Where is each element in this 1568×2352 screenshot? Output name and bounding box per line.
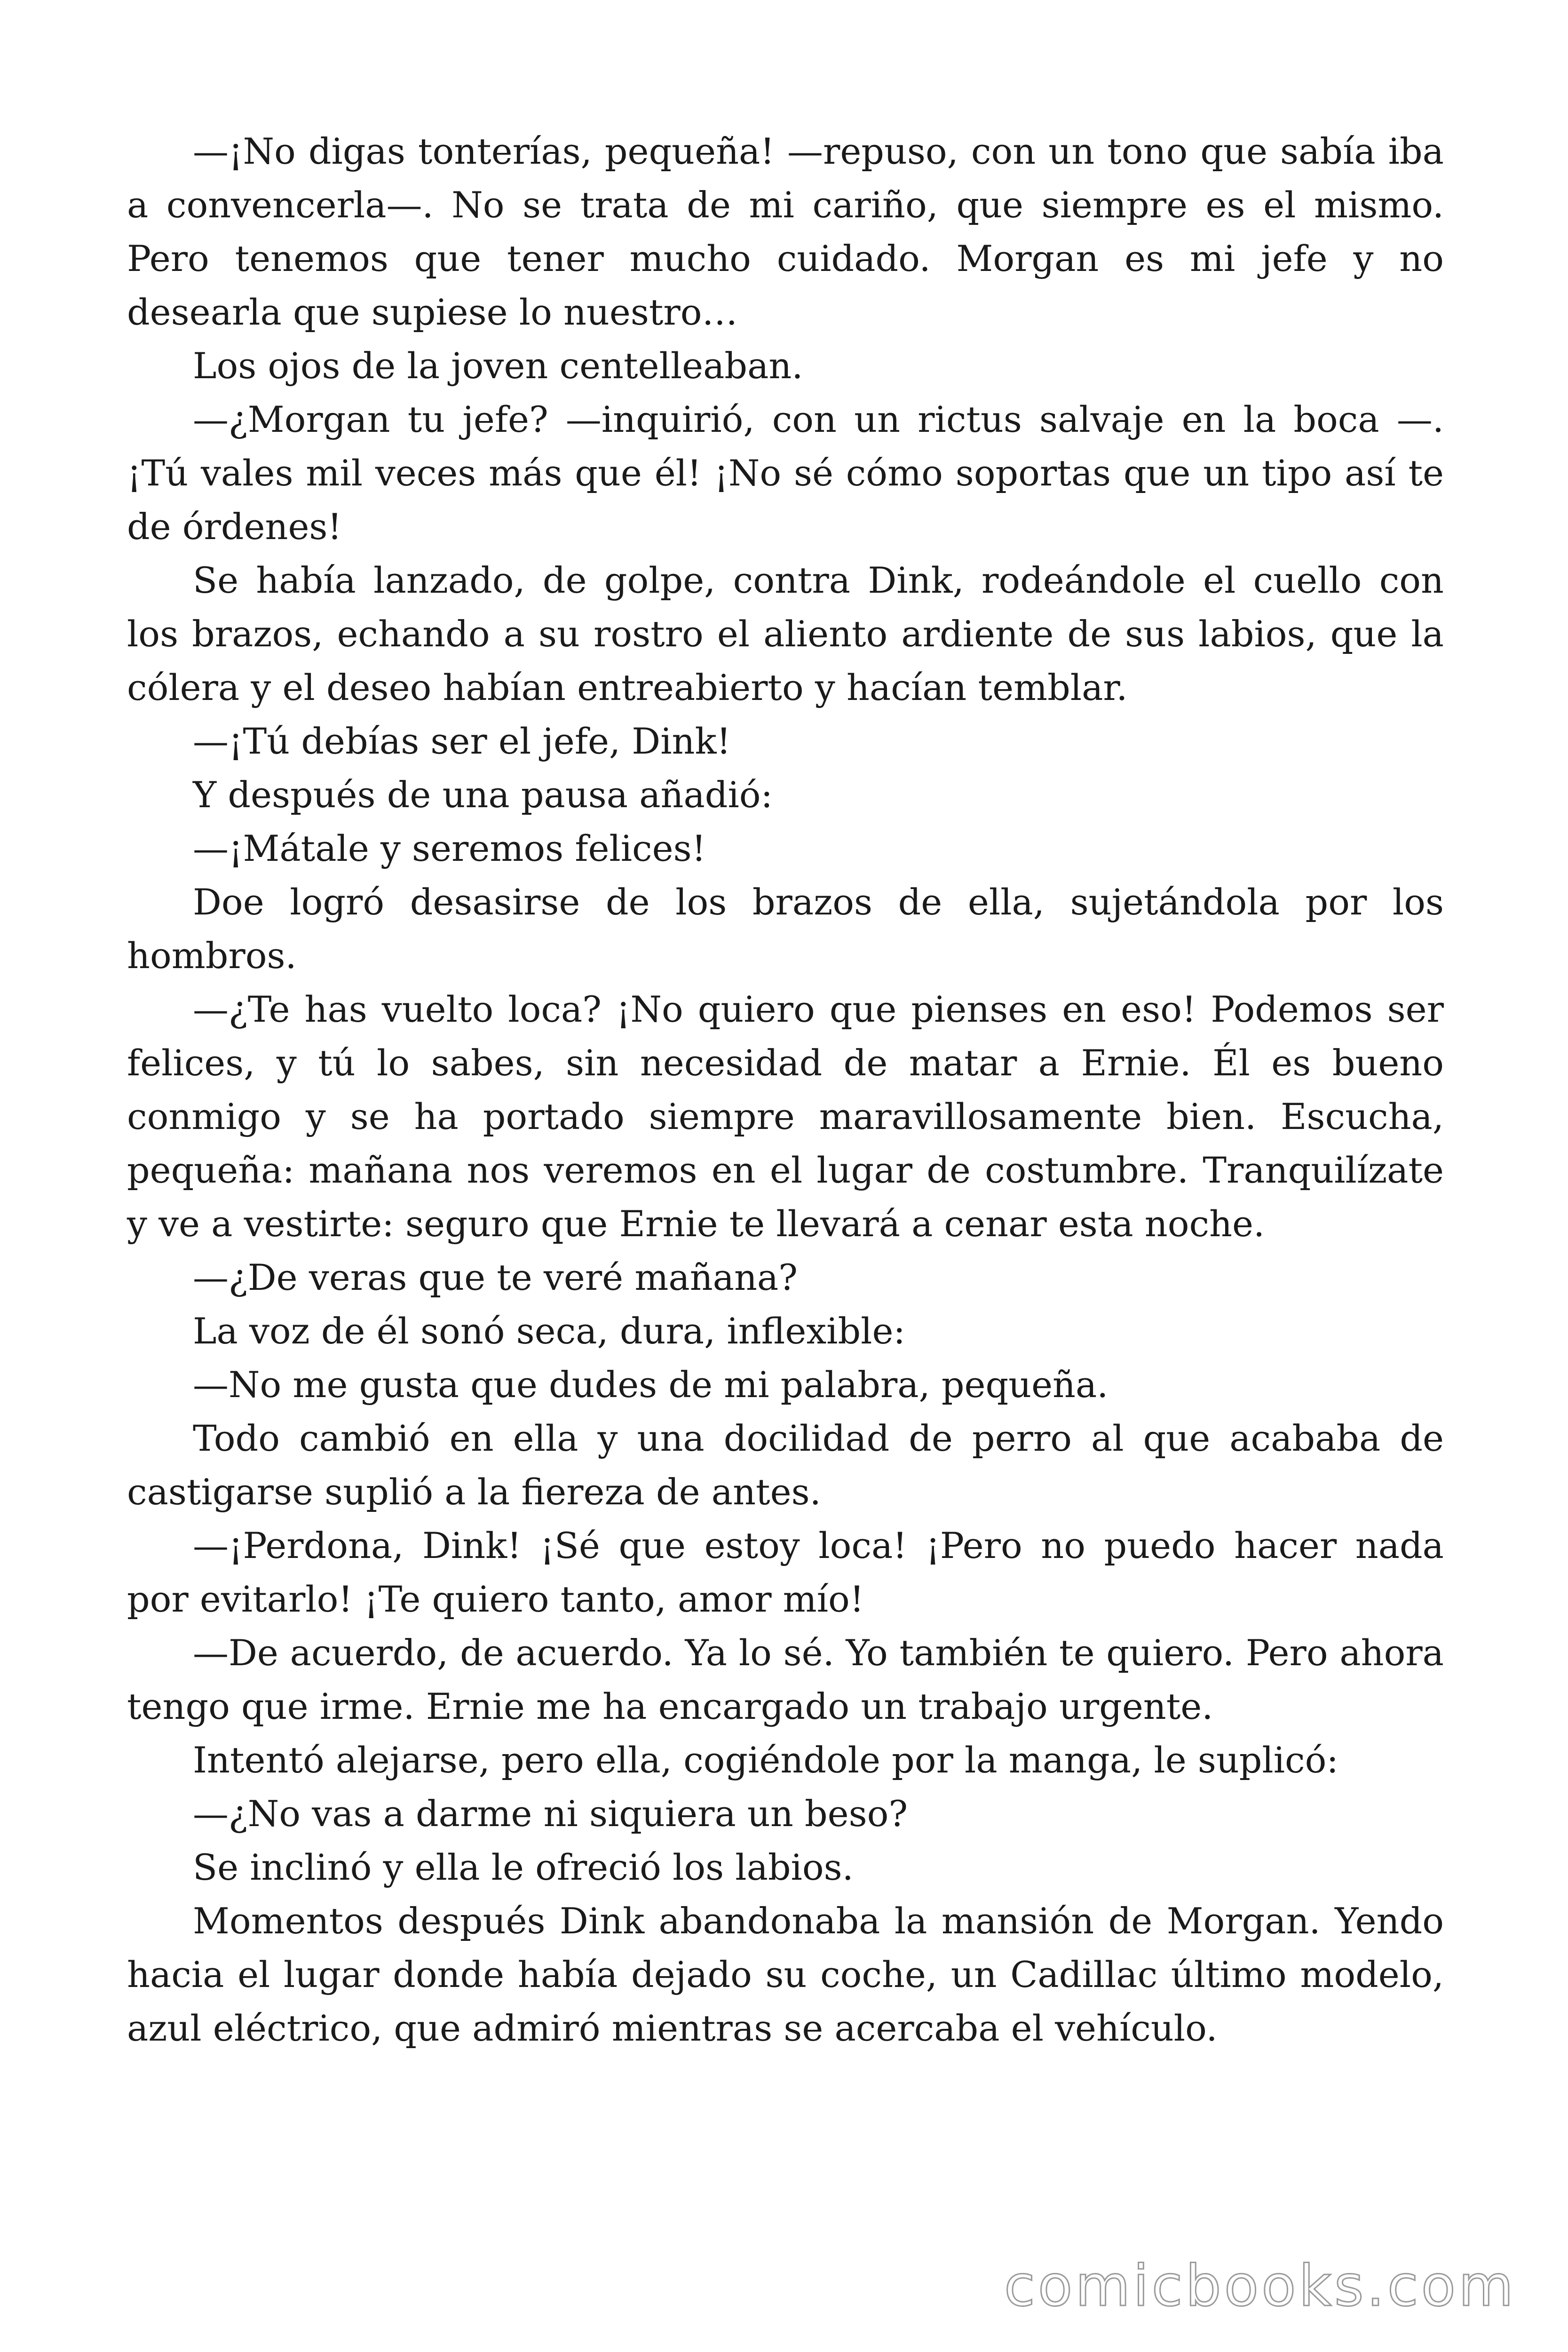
paragraph: Momentos después Dink abandonaba la mansión de Morgan. Yendo hacia el lugar donde había dejado su coche, un Cadillac último modelo, azul eléctrico, que admiró mientras se acercaba el vehículo.	[127, 1900, 1444, 2049]
paragraph: —¿Morgan tu jefe? —inquirió, con un rictus salvaje en la boca —. ¡Tú vales mil veces más que él! ¡No sé cómo soportas que un tipo así te de órdenes!	[127, 398, 1444, 548]
paragraph: —¿No vas a darme ni siquiera un beso?	[193, 1793, 908, 1835]
paragraph: —¡No digas tonterías, pequeña! —repuso, con un tono que sabía iba a convencerla—. No se trata de mi cariño, que siempre es el mismo. Pero tenemos que tener mucho cuidado. Morgan es mi jefe y no desearla que supiese lo nuestro…	[127, 130, 1444, 333]
watermark: comicbooks.com	[1004, 2254, 1516, 2319]
paragraph: Se inclinó y ella le ofreció los labios.	[193, 1846, 854, 1888]
paragraph: —¡Mátale y seremos felices!	[193, 827, 706, 869]
paragraph: Los ojos de la joven centelleaban.	[193, 345, 803, 387]
paragraph: —De acuerdo, de acuerdo. Ya lo sé. Yo también te quiero. Pero ahora tengo que irme. Ernie me ha encargado un trabajo urgente.	[127, 1632, 1444, 1727]
paragraph: —¡Tú debías ser el jefe, Dink!	[193, 720, 731, 762]
page-text	[127, 125, 1444, 2055]
paragraph: Intentó alejarse, pero ella, cogiéndole por la manga, le suplicó:	[193, 1739, 1338, 1781]
paragraph: Doe logró desasirse de los brazos de ella, sujetándola por los hombros.	[127, 881, 1444, 977]
paragraph: —¿De veras que te veré mañana?	[193, 1256, 798, 1298]
paragraph: La voz de él sonó seca, dura, inflexible:	[193, 1310, 906, 1352]
paragraph: —¡Perdona, Dink! ¡Sé que estoy loca! ¡Pero no puedo hacer nada por evitarlo! ¡Te quiero tanto, amor mío!	[127, 1525, 1444, 1620]
paragraph: Todo cambió en ella y una docilidad de perro al que acababa de castigarse suplió a la fiereza de antes.	[127, 1417, 1444, 1513]
paragraph: —No me gusta que dudes de mi palabra, pequeña.	[193, 1364, 1109, 1406]
paragraph: —¿Te has vuelto loca? ¡No quiero que pienses en eso! Podemos ser felices, y tú lo sabes, sin necesidad de matar a Ernie. Él es bueno conmigo y se ha portado siempre maravillosamente bien. Escucha, pequeña: mañana nos veremos en el lugar de costumbre. Tranquilízate y ve a vestirte: seguro que Ernie te llevará a cenar esta noche.	[127, 988, 1444, 1245]
paragraph: Se había lanzado, de golpe, contra Dink, rodeándole el cuello con los brazos, echando a su rostro el aliento ardiente de sus labios, que la cólera y el deseo habían entreabierto y hacían temblar.	[127, 559, 1444, 708]
paragraph: Y después de una pausa añadió:	[193, 774, 773, 816]
